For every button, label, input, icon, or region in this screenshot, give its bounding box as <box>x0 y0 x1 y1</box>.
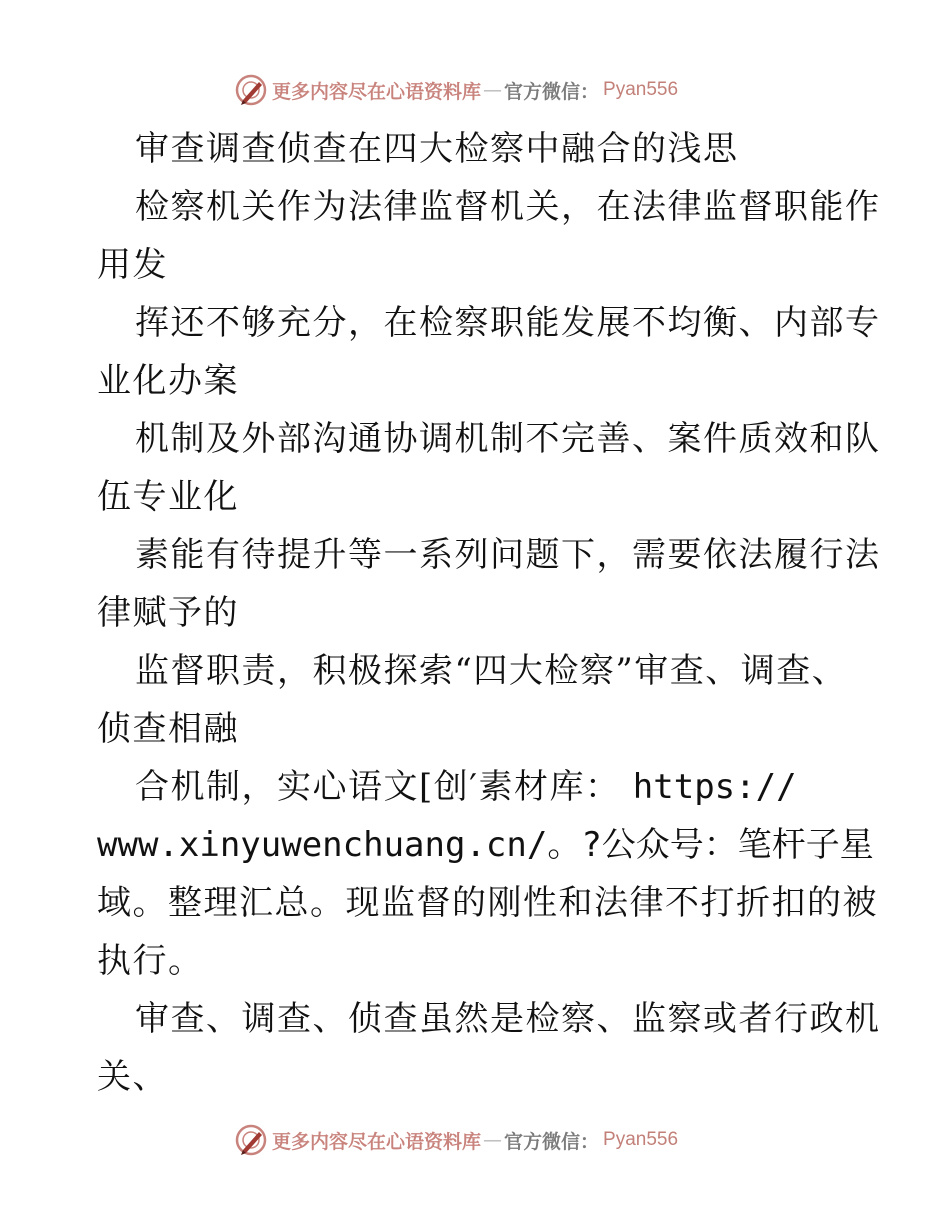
brand-text: 更多内容尽在心语资料库 <box>272 1130 482 1153</box>
paragraph-line: 业化办案 <box>97 361 239 401</box>
pen-logo-icon <box>234 1123 268 1157</box>
paragraph-line: 关、 <box>97 1057 168 1097</box>
paragraph-line: 域。整理汇总。现监督的刚性和法律不打折扣的被 <box>97 883 878 923</box>
paragraph-line: 检察机关作为法律监督机关，在法律监督职能作 <box>135 187 881 227</box>
separator-dash: — <box>483 1129 503 1151</box>
document-body <box>97 120 881 1106</box>
paragraph-line: 审查、调查、侦查虽然是检察、监察或者行政机 <box>135 999 881 1039</box>
paragraph-line: 伍专业化 <box>97 477 239 517</box>
paragraph-line: 侦查相融 <box>97 709 239 749</box>
paragraph-line <box>97 758 857 816</box>
brand-text: 更多内容尽在心语资料库 <box>272 80 482 103</box>
paragraph-text: 合机制，实心语文[创′素材库： <box>135 767 621 807</box>
paragraph-line: 执行。 <box>97 941 204 981</box>
wechat-id: Pyan556 <box>603 79 679 100</box>
url-line: www.xinyuwenchuang.cn/。?公众号：笔杆子星 <box>97 825 874 865</box>
paragraph-line: 素能有待提升等一系列问题下，需要依法履行法 <box>135 535 881 575</box>
pen-logo-icon <box>234 73 268 107</box>
footer-banner <box>234 1122 678 1158</box>
wechat-label: 官方微信： <box>504 1130 600 1153</box>
paragraph-line: 律赋予的 <box>97 593 239 633</box>
separator-dash: — <box>483 79 503 101</box>
paragraph-line: 机制及外部沟通协调机制不完善、案件质效和队 <box>135 419 881 459</box>
header-banner <box>234 72 678 108</box>
url-fragment: https:// <box>632 767 797 807</box>
wechat-label: 官方微信： <box>504 80 600 103</box>
document-title: 审查调查侦查在四大检察中融合的浅思 <box>135 129 739 169</box>
wechat-id: Pyan556 <box>603 1129 679 1150</box>
paragraph-line: 监督职责，积极探索“四大检察”审查、调查、 <box>135 651 848 691</box>
paragraph-line: 用发 <box>97 245 168 285</box>
paragraph-line: 挥还不够充分，在检察职能发展不均衡、内部专 <box>135 303 881 343</box>
